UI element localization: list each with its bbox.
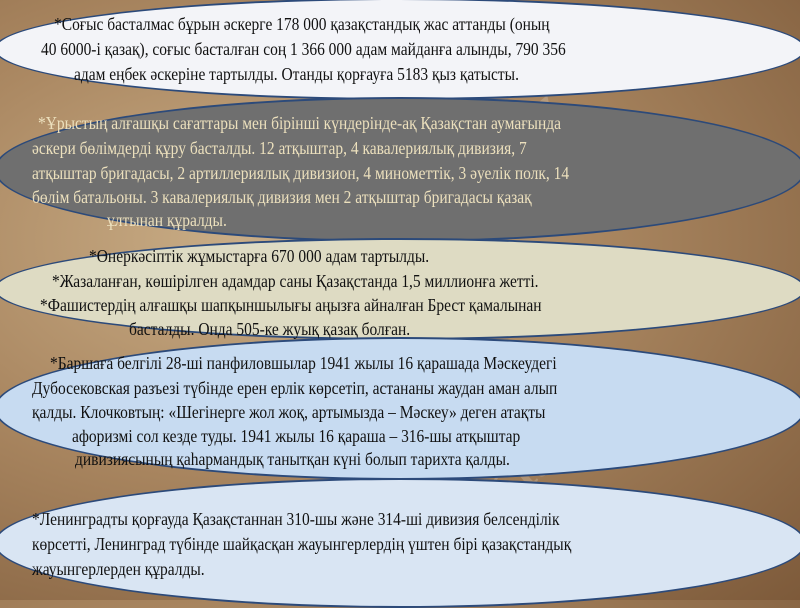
- text-line: Дубосековская разъезі түбінде ерен ерлік көрсетіп, астананы жаудан аман алып: [32, 378, 558, 398]
- text-line: адам еңбек әскеріне тартылды. Отанды қорғауға 5183 қыз қатысты.: [74, 64, 519, 84]
- text-line: дивизиясының қаһармандық танытқан күні болып тарихта қалды.: [75, 449, 510, 469]
- text-line: 40 6000-і қазақ), соғыс басталған соң 1 366 000 адам майданға алынды, 790 356: [41, 39, 566, 59]
- text-line: бөлім батальоны. 3 кавалериялық дивизия мен 2 атқыштар бригадасы қазақ: [32, 187, 532, 207]
- text-line: афоризмі сол кезде туды. 1941 жылы 16 қараша – 316-шы атқыштар: [72, 426, 521, 446]
- text-line: ұлтынан құралды.: [107, 210, 227, 230]
- text-line: *Ленинградты қорғауда Қазақстаннан 310-шы және 314-ші дивизия белсенділік: [32, 509, 560, 529]
- info-ellipse-prewar: [0, 0, 800, 100]
- info-ellipse-industry: [0, 238, 800, 340]
- text-line: *Өнеркәсіптік жұмыстарға 670 000 адам тартылды.: [89, 246, 430, 266]
- text-line: *Баршаға белгілі 28-ші панфиловшылар 1941 жылы 16 қарашада Мәскеудегі: [50, 353, 557, 373]
- info-ellipse-military-units: [0, 97, 800, 242]
- text-line: жауынгерлерден құралды.: [32, 559, 205, 579]
- info-ellipse-leningrad: [0, 478, 800, 608]
- text-line: қалды. Клочковтың: «Шегінерге жол жоқ, артымызда – Мәскеу» деген атақты: [32, 402, 546, 422]
- text-line: *Соғыс басталмас бұрын әскерге 178 000 қазақстандық жас аттанды (оның: [54, 14, 550, 34]
- text-line: басталды. Онда 505-ке жуық қазақ болған.: [129, 319, 411, 339]
- text-line: әскери бөлімдерді құру басталды. 12 атқыштар, 4 кавалериялық дивизия, 7: [32, 138, 527, 158]
- text-line: *Ұрыстың алғашқы сағаттары мен бірінші күндерінде-ақ Қазақстан аумағында: [38, 113, 561, 133]
- text-line: *Фашистердің алғашқы шапқыншылығы аңызға айналған Брест қамалынан: [40, 295, 542, 315]
- text-line: атқыштар бригадасы, 2 артиллериялық дивизион, 4 минометтік, 3 әуелік полк, 14: [32, 163, 570, 183]
- text-line: көрсетті, Ленинград түбінде шайқасқан жауынгерлердің үштен бірі қазақстандық: [32, 534, 572, 554]
- info-ellipse-panfilov: [0, 337, 800, 480]
- text-line: *Жазаланған, көшірілген адамдар саны Қазақстанда 1,5 миллионға жетті.: [52, 271, 539, 291]
